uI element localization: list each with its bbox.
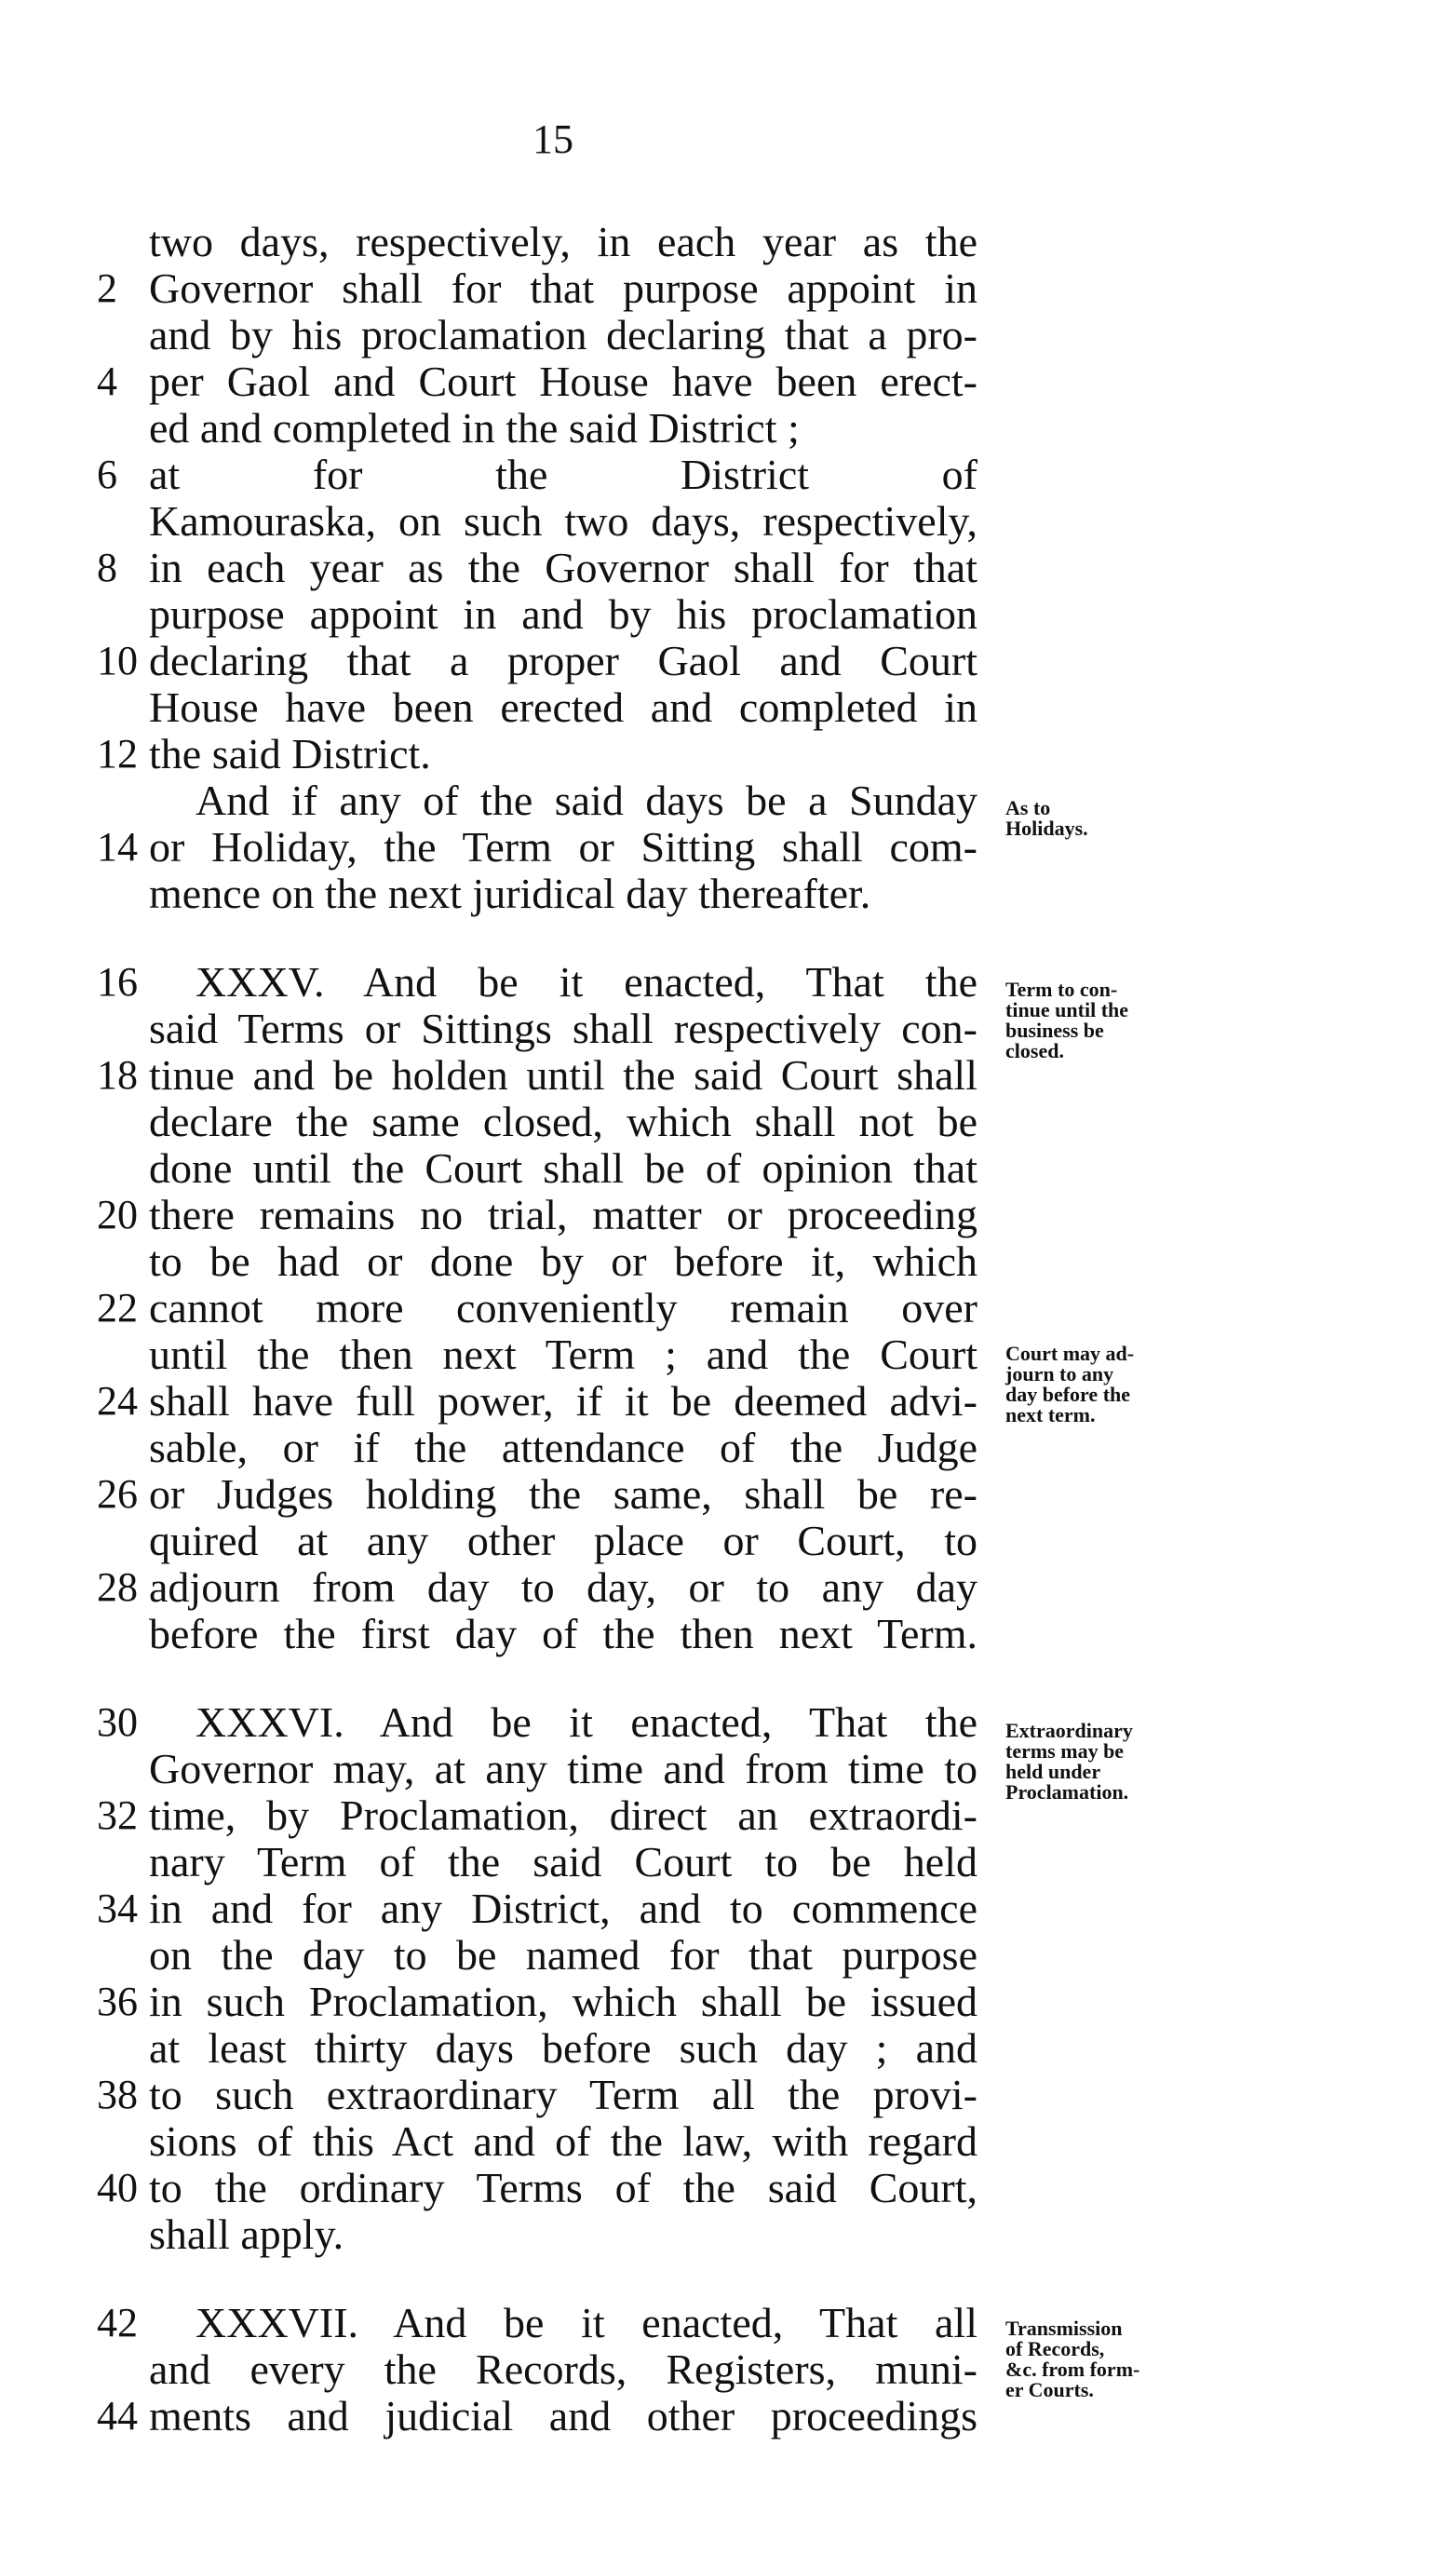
page-number: 15 [533, 116, 573, 162]
text-line: adjourn from day to day, or to any day [149, 1563, 977, 1611]
text-line: House have been erected and completed in [149, 683, 977, 731]
line-number: 2 [97, 265, 117, 311]
text-line: before the first day of the then next Term. [149, 1610, 977, 1657]
text-line: tinue and be holden until the said Court shall [149, 1051, 977, 1099]
text-line: XXXVII. And be it enacted, That all [195, 2299, 977, 2346]
line-number: 40 [97, 2165, 138, 2210]
text-line: at least thirty days before such day ; and [149, 2024, 977, 2072]
line-number: 42 [97, 2300, 138, 2345]
text-line: at for the District of [149, 451, 977, 498]
line-number: 8 [97, 545, 117, 590]
margin-note: Transmission of Records, &c. from form- er Courts. [1005, 2317, 1140, 2401]
text-line: said Terms or Sittings shall respectively con- [149, 1005, 977, 1052]
text-line: to be had or done by or before it, which [149, 1237, 977, 1285]
line-number: 20 [97, 1192, 138, 1237]
text-line: and by his proclamation declaring that a pro- [149, 311, 977, 358]
text-line: or Judges holding the same, shall be re- [149, 1470, 977, 1518]
text-line: or Holiday, the Term or Sitting shall com- [149, 823, 977, 871]
text-line: mence on the next juridical day thereafter. [149, 870, 871, 917]
text-line: XXXV. And be it enacted, That the [195, 958, 977, 1006]
text-line: the said District. [149, 730, 431, 777]
margin-note: Extraordinary terms may be held under Proclamation. [1005, 1719, 1133, 1804]
margin-note: Term to con- tinue until the business be closed. [1005, 978, 1129, 1062]
text-line: declaring that a proper Gaol and Court [149, 637, 977, 684]
text-line: in such Proclamation, which shall be issued [149, 1978, 977, 2025]
line-number: 30 [97, 1699, 138, 1745]
line-number: 44 [97, 2393, 138, 2439]
text-line: Kamouraska, on such two days, respectively, [149, 497, 977, 545]
text-line: XXXVI. And be it enacted, That the [195, 1698, 977, 1746]
text-line: declare the same closed, which shall not be [149, 1098, 977, 1145]
line-number: 24 [97, 1378, 138, 1424]
text-line: to the ordinary Terms of the said Court, [149, 2164, 977, 2211]
line-number: 4 [97, 358, 117, 404]
text-line: quired at any other place or Court, to [149, 1517, 977, 1564]
line-number: 14 [97, 824, 138, 870]
text-line: on the day to be named for that purpose [149, 1931, 977, 1979]
line-number: 32 [97, 1792, 138, 1838]
line-number: 6 [97, 452, 117, 497]
text-line: and every the Records, Registers, muni- [149, 2345, 977, 2393]
text-line: sions of this Act and of the law, with regard [149, 2117, 977, 2165]
line-number: 26 [97, 1471, 138, 1517]
line-number: 36 [97, 1979, 138, 2024]
text-line: until the then next Term ; and the Court [149, 1331, 977, 1378]
text-line: shall apply. [149, 2210, 344, 2258]
line-number: 16 [97, 959, 138, 1005]
line-number: 18 [97, 1052, 138, 1098]
text-line: done until the Court shall be of opinion that [149, 1144, 977, 1192]
text-line: in each year as the Governor shall for that [149, 544, 977, 591]
text-line: ments and judicial and other proceedings [149, 2392, 977, 2440]
text-line: purpose appoint in and by his proclamation [149, 590, 977, 638]
text-line: Governor shall for that purpose appoint in [149, 264, 977, 312]
text-line: to such extraordinary Term all the provi- [149, 2071, 977, 2118]
margin-note: Court may ad- journ to any day before the next term. [1005, 1342, 1135, 1426]
text-line: And if any of the said days be a Sunday [195, 777, 977, 824]
text-line: two days, respectively, in each year as the [149, 218, 977, 265]
text-line: sable, or if the attendance of the Judge [149, 1424, 977, 1471]
line-number: 38 [97, 2072, 138, 2117]
text-line: cannot more conveniently remain over [149, 1284, 977, 1331]
text-line: nary Term of the said Court to be held [149, 1838, 977, 1885]
line-number: 22 [97, 1285, 138, 1331]
text-line: time, by Proclamation, direct an extraordi- [149, 1791, 977, 1839]
line-number: 34 [97, 1885, 138, 1931]
text-line: shall have full power, if it be deemed advi- [149, 1377, 977, 1425]
text-line: ed and completed in the said District ; [149, 404, 800, 452]
text-line: per Gaol and Court House have been erect- [149, 358, 977, 405]
text-line: there remains no trial, matter or proceeding [149, 1191, 977, 1238]
text-line: in and for any District, and to commence [149, 1885, 977, 1932]
line-number: 12 [97, 731, 138, 777]
text-line: Governor may, at any time and from time to [149, 1745, 977, 1792]
line-number: 10 [97, 638, 138, 683]
margin-note: As to Holidays. [1005, 796, 1088, 840]
line-number: 28 [97, 1564, 138, 1610]
